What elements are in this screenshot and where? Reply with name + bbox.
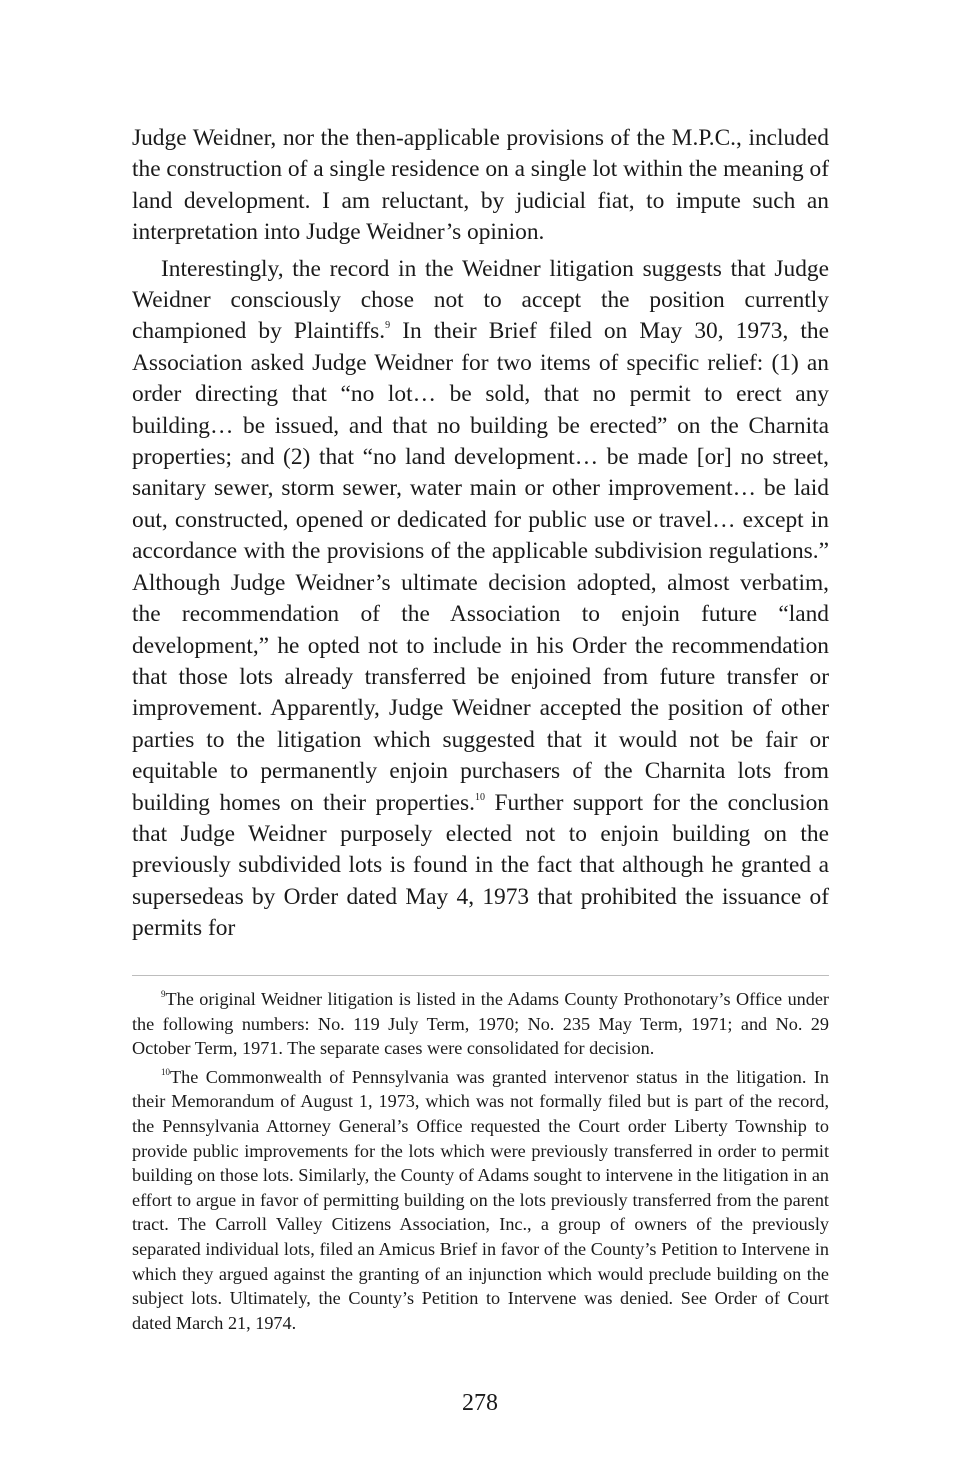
footnote-10 <box>132 1065 829 1336</box>
paragraph-2-part-c: Further support for the conclusion that Judge Weidner purposely elected not to enjoin building on the previously subdivided lots is found in the fact that although he granted a supersedeas by Order dated May 4, 1973 that prohibited the issuance of permits for <box>132 789 829 942</box>
footnote-text: The Commonwealth of Pennsylvania was granted intervenor status in the litigation. In their Memorandum of August 1, 1973, which was not formally filed but is part of the record, the Pennsylvania Attorney General’s Office requested the Court order Liberty Township to provide public improvements for the lots which were previously transferred in order to permit building on those lots. Similarly, the County of Adams sought to intervene in the litigation in an effort to argue in favor of permitting building on the lots previously transferred from the parent tract. The Carroll Valley Citizens Association, Inc., a group of owners of the previously separated individual lots, filed an Amicus Brief in favor of the County’s Petition to Intervene in which they argued against the granting of an injunction which would preclude building on the subject lots. Ultimately, the County’s Petition to Intervene was denied. See Order of Court dated March 21, 1974. <box>132 1066 829 1333</box>
footnote-9 <box>132 987 829 1061</box>
main-text <box>132 123 829 945</box>
footnote-text: The original Weidner litigation is listed in the Adams County Prothonotary’s Office under the following numbers: No. 119 July Term, 1970; No. 235 May Term, 1971; and No. 29 October Term, 1971. The separate cases were consolidated for decision. <box>132 989 829 1059</box>
footnote-number: 9 <box>161 989 166 999</box>
paragraph-1: Judge Weidner, nor the then-applicable provisions of the M.P.C., included the construction of a single residence on a single lot within the meaning of land development. I am reluctant, by judicial fiat, to impute such an interpretation into Judge Weidner’s opinion. <box>132 125 829 246</box>
page-number: 278 <box>462 1390 498 1416</box>
paragraph-2-part-b: In their Brief filed on May 30, 1973, the Association asked Judge Weidner for two items of specific relief: (1) an order directing that “no lot… be sold, that no permit to erect any building… be issued, and that no building be erected” on the Charnita properties; and (2) that “no land development… be made [or] no street, sanitary sewer, storm sewer, water main or other improvement… be laid out, constructed, opened or dedicated for public use or travel… except in accordance with the provisions of the applicable subdivision regulations.” Although Judge Weidner’s ultimate decision adopted, almost verbatim, the recommendation of the Association to enjoin future “land development,” he opted not to include in his Order the recommendation that those lots already transferred be enjoined from future transfer or improvement. Apparently, Judge Weidner accepted the position of other parties to the litigation which suggested that it would not be fair or equitable to permanently enjoin purchasers of the Charnita lots from building homes on their properties. <box>132 318 829 816</box>
footnotes <box>132 987 829 1335</box>
paragraph-2 <box>132 254 829 945</box>
footnote-divider <box>132 975 829 976</box>
footnote-ref-10: 10 <box>474 791 485 803</box>
footnote-number: 10 <box>161 1066 170 1077</box>
paragraph-2-part-a: Interestingly, the record in the Weidner litigation suggests that Judge Weidner consciously chose not to accept the position currently championed by Plaintiffs. <box>132 255 829 345</box>
footnote-ref-9: 9 <box>385 320 391 332</box>
